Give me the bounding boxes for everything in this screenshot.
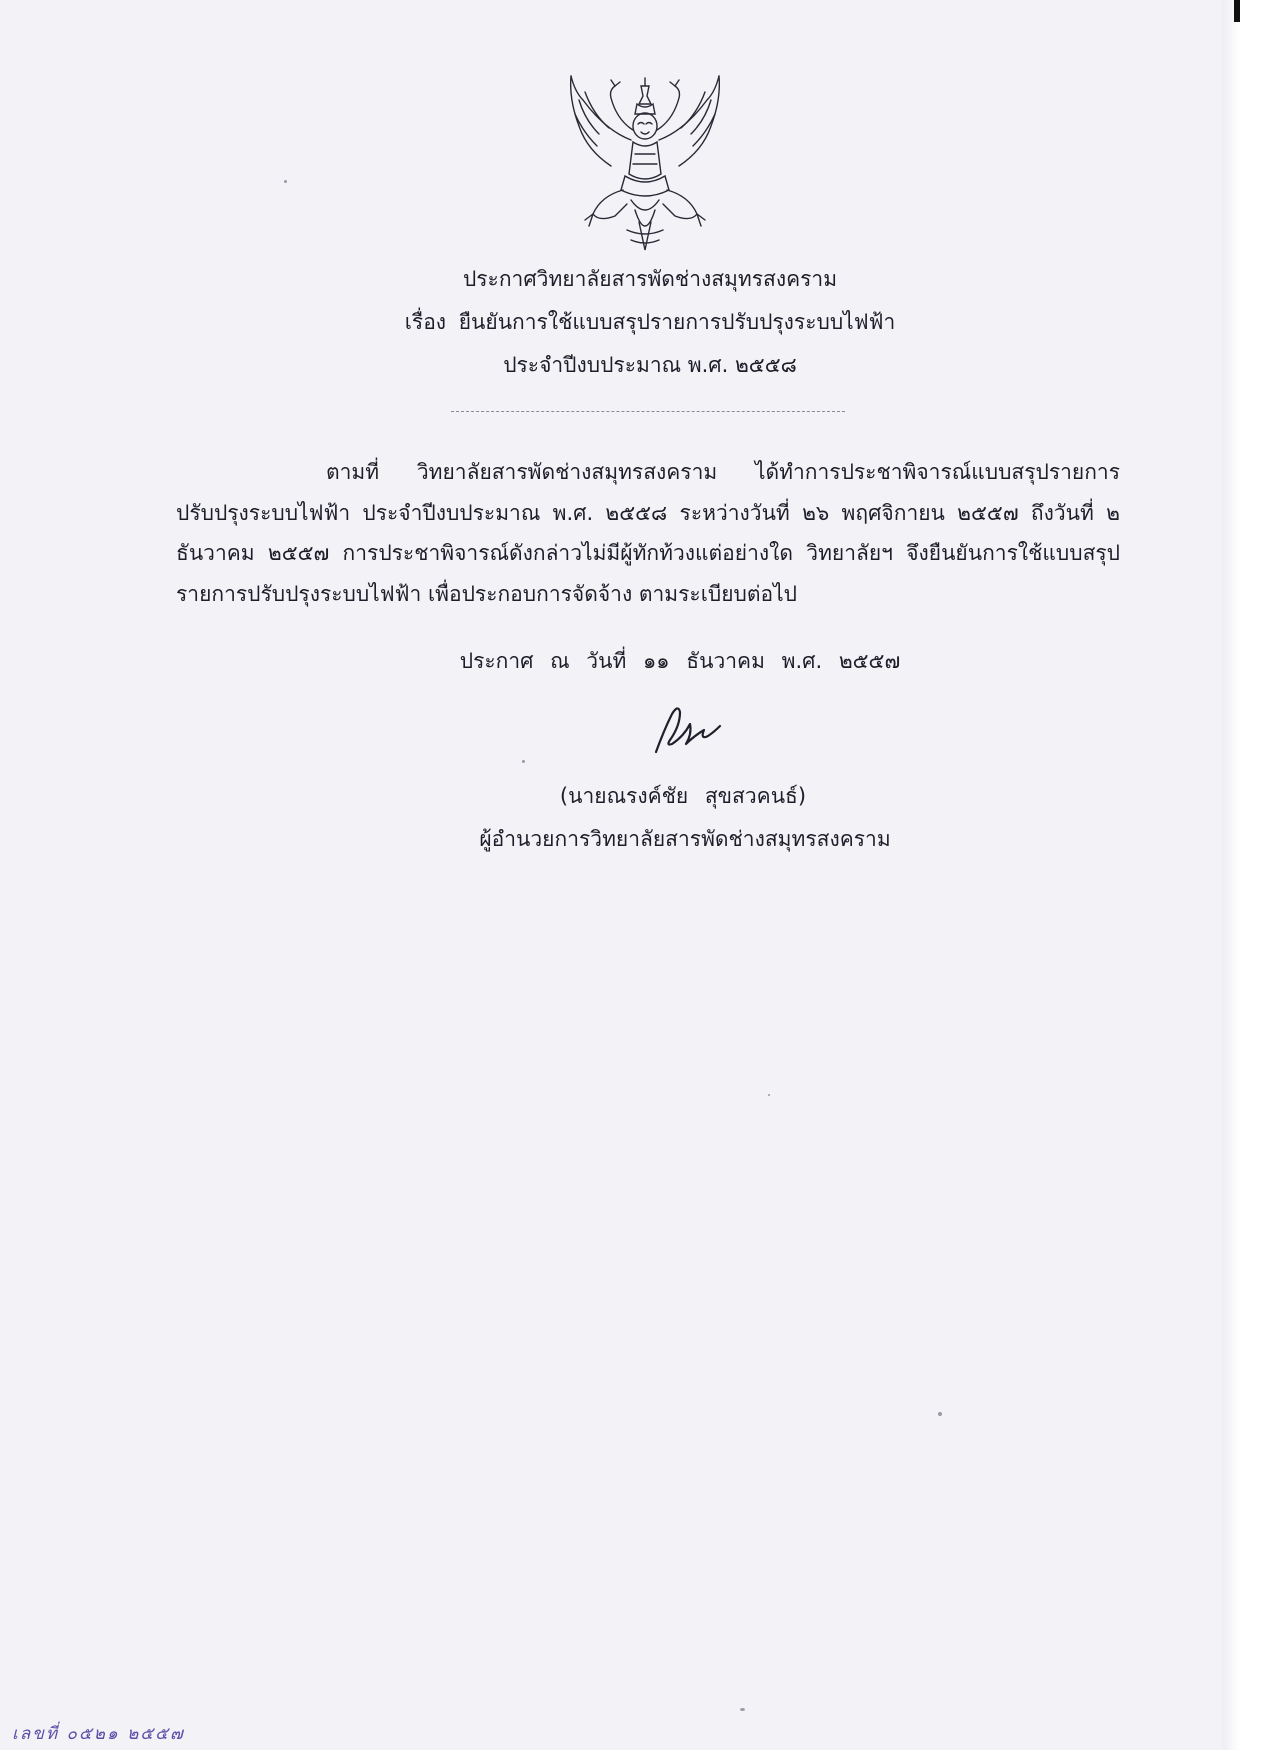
garuda-emblem-icon [565,70,725,255]
document-title: ประกาศวิทยาลัยสารพัดช่างสมุทรสงคราม [462,267,838,291]
scan-speck [768,1094,770,1096]
announcement-date: ประกาศ ณ วันที่ ๑๑ ธันวาคม พ.ศ. ๒๕๕๗ [459,649,901,673]
body-paragraph: ตามที่ วิทยาลัยสารพัดช่างสมุทรสงคราม ได้ทำการประชาพิจารณ์แบบสรุปรายการปรับปรุงระบบไฟฟ้า ประจำปีงบประมาณ พ.ศ. ๒๕๕๘ ระหว่างวันที่ ๒๖ พฤศจิกายน ๒๕๕๗ ถึงวันที่ ๒ ธันวาคม ๒๕๕๗ การประชาพิจารณ์ดังกล่าวไม่มีผู้ทักท้วงแต่อย่างใด วิทยาลัยฯ จึงยืนยันการใช้แบบสรุปรายการปรับปรุงระบบไฟฟ้า เพื่อประกอบการจัดจ้าง ตามระเบียบต่อไป [176,460,1120,606]
page-edge [1222,0,1240,1750]
scan-speck [938,1412,942,1416]
scan-speck [740,1708,745,1711]
signer-name: (นายณรงค์ชัย สุขสวคนธ์) [559,784,807,808]
document-subject: เรื่อง ยืนยันการใช้แบบสรุปรายการปรับปรุงระบบไฟฟ้า [404,310,896,334]
scan-speck [284,180,287,183]
scan-speck [522,760,525,763]
fiscal-year-line: ประจำปีงบประมาณ พ.ศ. ๒๕๕๘ [503,353,797,377]
signer-title: ผู้อำนวยการวิทยาลัยสารพัดช่างสมุทรสงคราม [479,827,891,851]
header-divider [451,411,845,412]
corner-mark [1234,0,1240,22]
handwritten-reference-number: เลขที่ ๐๕๒๑ ๒๕๕๗ [12,1724,185,1744]
document-header [300,258,1000,387]
signature-mark [650,700,730,760]
